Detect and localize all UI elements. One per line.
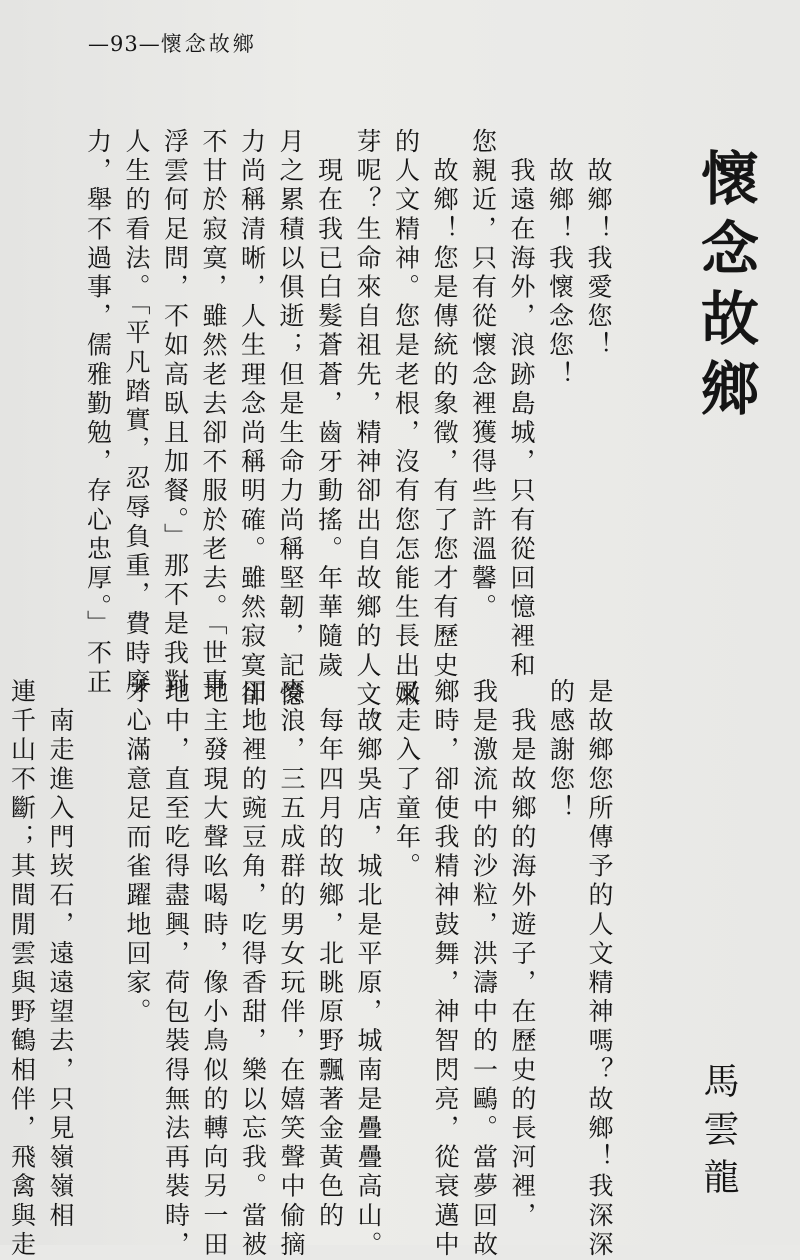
text-line: 月之累積以俱逝；但是生命力尚稱堅韌，記憶 (276, 128, 305, 710)
text-line: 浮雲何足問，不如高臥且加餐。」那不是我對 (160, 128, 190, 698)
text-line: 人生的看法。「平凡踏實，忍辱負重，費時廢 (122, 128, 151, 698)
text-line: 故鄉！您是傳統的象徵，有了您才有歷史 (430, 128, 459, 681)
text-line: 我遠在海外，浪跡島城，只有從回憶裡和 (507, 128, 536, 681)
text-line: 您親近，只有從懷念裡獲得些許溫馨。 (468, 128, 498, 623)
text-line: 不甘於寂寞，雖然老去卻不服於老去。「世事 (199, 128, 228, 698)
text-line: 芽呢？生命來自祖先，精神卻出自故鄉的人文。 (353, 128, 382, 740)
text-line: 田地裡的豌豆角，吃得香甜，樂以忘我。當被 (238, 678, 268, 1260)
author-name: 馬雲龍 (698, 1062, 739, 1206)
text-line: 南走進入門崁石，遠遠望去，只見嶺嶺相 (46, 678, 75, 1231)
page-header (88, 28, 257, 58)
text-line: 每年四月的故鄉，北眺原野飄著金黃色的 (315, 678, 345, 1231)
text-line: 故鄉吳店，城北是平原，城南是疊疊高山。 (354, 678, 383, 1260)
text-line: 力尚稱清晰，人生理念尚稱明確。雖然寂寞卻 (237, 128, 267, 710)
text-line: 是故鄉您所傳予的人文精神嗎？故鄉！我深深 (585, 678, 614, 1260)
text-line: 的人文精神。您是老根，沒有您怎能生長出嫩 (391, 128, 421, 710)
text-line: 我是激流中的沙粒，洪濤中的一鷗。當夢回故 (469, 678, 499, 1260)
text-line: 連千山不斷；其間閒雲與野鶴相伴，飛禽與走 (7, 678, 37, 1260)
running-title: 懷念故鄉 (160, 32, 257, 56)
text-line: 又走入了童年。 (392, 678, 422, 882)
text-line: 麥浪，三五成群的男女玩伴，在嬉笑聲中偷摘 (277, 678, 306, 1260)
text-line: 鄉時，卻使我精神鼓舞，神智閃亮，從衰邁中 (431, 678, 460, 1260)
text-line: 地中，直至吃得盡興，荷包裝得無法再裝時， (161, 678, 191, 1260)
text-line (79, 678, 118, 1260)
lower-text-block (2, 678, 618, 1260)
text-line: 地主發現大聲吆喝時，像小鳥似的轉向另一田 (200, 678, 229, 1260)
text-line: 現在我已白髮蒼蒼，齒牙動搖。年華隨歲 (314, 128, 344, 681)
text-line: 才心滿意足而雀躍地回家。 (123, 678, 152, 1028)
upper-text-block (78, 128, 617, 739)
text-line: 力，舉不過事，儒雅勤勉，存心忠厚。」不正 (83, 128, 113, 698)
text-line: 我是故鄉的海外遊子，在歷史的長河裡， (508, 678, 537, 1231)
article-title: 懷念故鄉 (691, 148, 759, 428)
text-line: 故鄉！我懷念您！ (545, 128, 575, 390)
page-number: —93— (88, 32, 161, 56)
text-line: 的感謝您！ (546, 678, 576, 824)
text-line: 故鄉！我愛您！ (584, 128, 613, 361)
